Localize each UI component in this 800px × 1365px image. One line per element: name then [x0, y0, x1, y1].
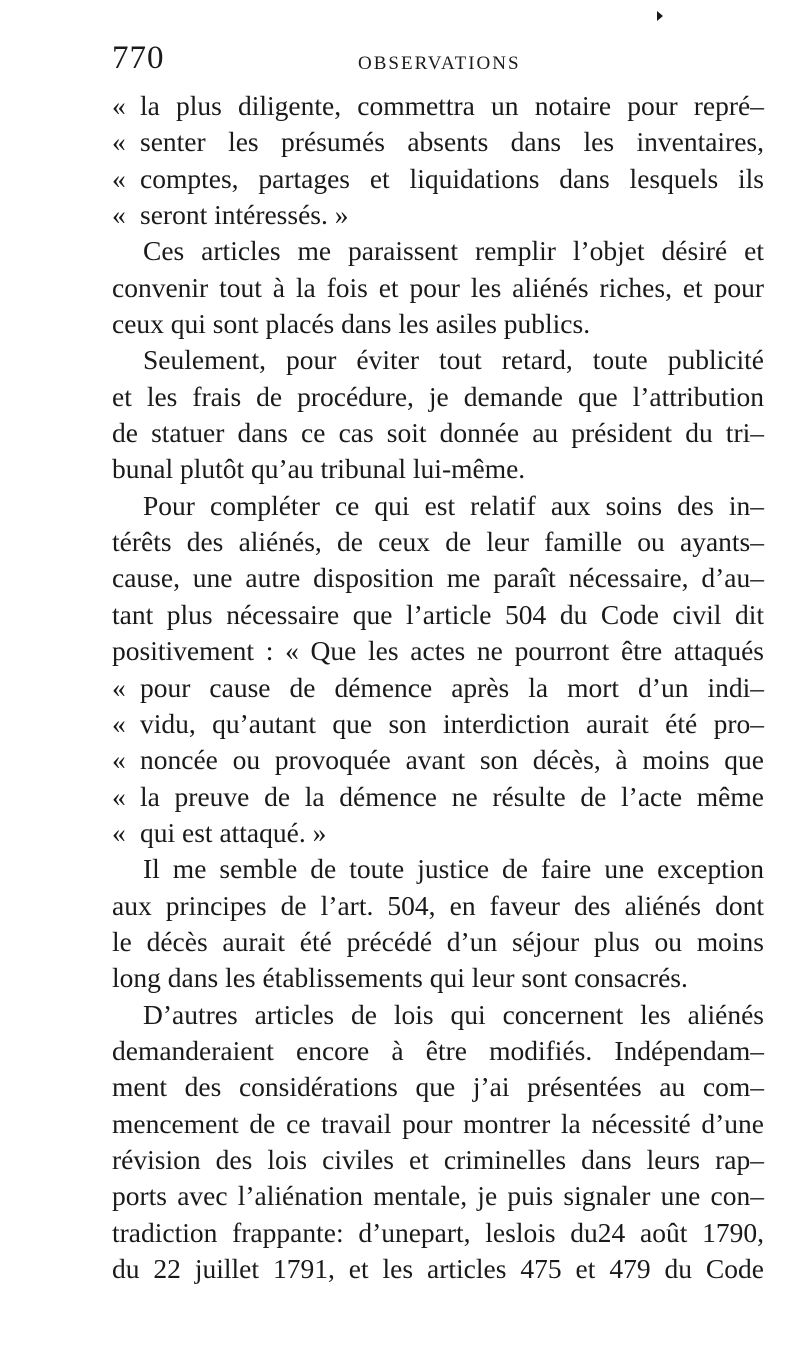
quote-mark: «: [112, 162, 126, 194]
quote-mark: «: [112, 816, 126, 848]
text-line: de statuer dans ce cas soit donnée au président du tri–: [112, 417, 764, 449]
text-line: cause, une autre disposition me paraît nécessaire, d’au–: [112, 562, 764, 594]
quote-mark: «: [112, 126, 126, 158]
text-line: tradiction frappante: d’unepart, leslois du24 août 1790,: [112, 1216, 764, 1248]
text-line: révision des lois civiles et criminelles dans leurs rap–: [112, 1143, 764, 1175]
text-line: D’autres articles de lois qui concernent les aliénés: [143, 998, 764, 1030]
text-line: positivement : « Que les actes ne pourront être attaqués: [112, 635, 764, 667]
quote-mark: «: [112, 707, 126, 739]
quote-mark: «: [112, 671, 126, 703]
text-line: mencement de ce travail pour montrer la nécessité d’une: [112, 1107, 764, 1139]
quote-mark: «: [112, 780, 126, 812]
text-line: ment des considérations que j’ai présentées au com–: [112, 1071, 764, 1103]
text-line: Il me semble de toute justice de faire une exception: [143, 853, 764, 885]
text-line: « la preuve de la démence ne résulte de l’acte même: [112, 779, 764, 815]
text-line: « comptes, partages et liquidations dans lesquels ils: [112, 161, 764, 197]
text-line: « seront intéressés. »: [112, 197, 764, 233]
text-line: « la plus diligente, commettra un notaire pour repré–: [112, 88, 764, 124]
running-head: OBSERVATIONS: [358, 53, 521, 74]
text-line: ports avec l’aliénation mentale, je puis signaler une con–: [112, 1180, 764, 1212]
text-line: Ces articles me paraissent remplir l’objet désiré et: [143, 235, 764, 267]
text-line: « vidu, qu’autant que son interdiction aurait été pro–: [112, 706, 764, 742]
text-line: Seulement, pour éviter tout retard, toute publicité: [143, 344, 764, 376]
text-line: le décès aurait été précédé d’un séjour plus ou moins: [112, 925, 764, 957]
text-line: Pour compléter ce qui est relatif aux soins des in–: [143, 489, 764, 521]
text-line: « senter les présumés absents dans les inventaires,: [112, 124, 764, 160]
quote-mark: «: [112, 744, 126, 776]
text-line: « noncée ou provoquée avant son décès, à moins que: [112, 742, 764, 778]
text-line: tant plus nécessaire que l’article 504 du Code civil dit: [112, 598, 764, 630]
text-line: aux principes de l’art. 504, en faveur des aliénés dont: [112, 889, 764, 921]
page-marker-arrow-icon: [657, 11, 663, 21]
text-line: bunal plutôt qu’au tribunal lui-même.: [112, 453, 526, 485]
quote-mark: «: [112, 199, 126, 231]
text-line: térêts des aliénés, de ceux de leur famille ou ayants–: [112, 526, 764, 558]
text-line: et les frais de procédure, je demande que l’attribution: [112, 380, 764, 412]
text-line: convenir tout à la fois et pour les aliénés riches, et pour: [112, 271, 764, 303]
text-line: long dans les établissements qui leur sont consacrés.: [112, 962, 688, 994]
body-text: [112, 88, 764, 1287]
page-number: 770: [112, 40, 165, 76]
text-line: « pour cause de démence après la mort d’un indi–: [112, 670, 764, 706]
text-line: « qui est attaqué. »: [112, 815, 764, 851]
text-line: du 22 juillet 1791, et les articles 475 et 479 du Code: [112, 1253, 764, 1284]
quote-mark: «: [112, 90, 126, 121]
text-line: ceux qui sont placés dans les asiles publics.: [112, 308, 591, 340]
page-header: [112, 40, 764, 80]
text-line: demanderaient encore à être modifiés. Indépendam–: [112, 1034, 764, 1066]
